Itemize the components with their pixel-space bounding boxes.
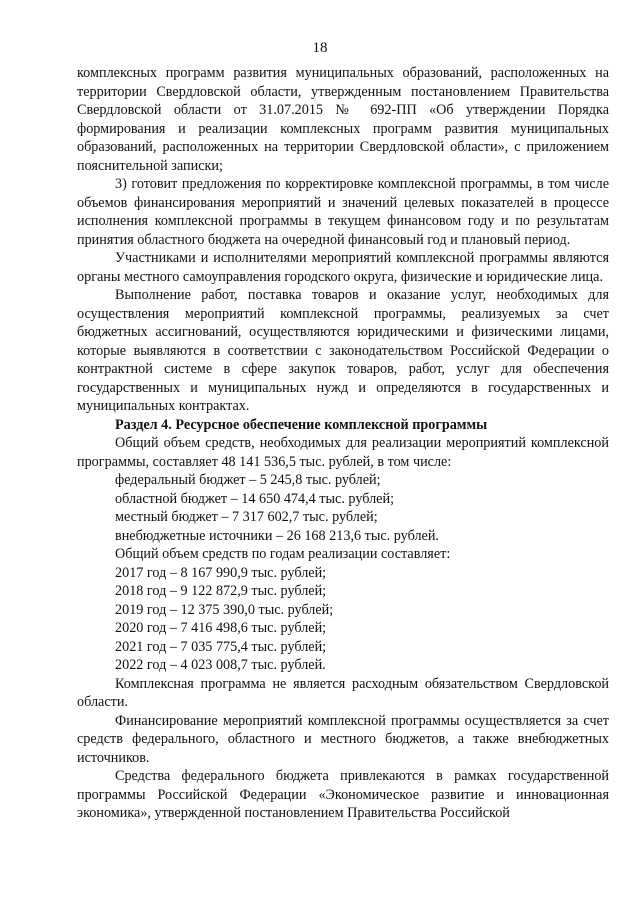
list-item: Общий объем средств по годам реализации составляет: xyxy=(115,546,451,562)
paragraph: Участниками и исполнителями мероприятий комплексной программы являются органы местного самоуправления городского округа, физические и юридические лица. xyxy=(77,250,609,285)
list-item: 2017 год – 8 167 990,9 тыс. рублей; xyxy=(115,564,327,581)
page-number: 18 xyxy=(312,40,328,56)
total-funding-paragraph: Общий объем средств, необходимых для реализации мероприятий комплексной программы, составляет 48 141 536,5 тыс. рублей, в том числе: xyxy=(77,435,609,470)
list-item: внебюджетные источники – 26 168 213,6 тыс. рублей. xyxy=(115,527,439,544)
section-heading: Раздел 4. Ресурсное обеспечение комплексной программы xyxy=(115,416,488,433)
list-item: 2018 год – 9 122 872,9 тыс. рублей; xyxy=(115,583,327,599)
funding-sources-list xyxy=(77,471,609,675)
paragraph: Выполнение работ, поставка товаров и оказание услуг, необходимых для осуществления мероприятий комплексной программы, реализуемых за счет бюджетных ассигнований, осуществляются юридическими и физическими лицами, которые выявляются в соответствии с законодательством Российской Федерации о контрактной системе в сфере закупок товаров, работ, услуг для обеспечения государственных и муниципальных нужд и определяются в государственных и муниципальных контрактах. xyxy=(77,287,609,414)
list-item: областной бюджет – 14 650 474,4 тыс. рублей; xyxy=(115,490,395,507)
paragraph: 3) готовит предложения по корректировке комплексной программы, в том числе объемов финансирования мероприятий и значений целевых показателей в процессе исполнения комплексной программы в текущем финансовом году и по результатам принятия областного бюджета на очередной финансовый год и плановый период. xyxy=(77,176,609,248)
list-item: 2019 год – 12 375 390,0 тыс. рублей; xyxy=(115,601,334,618)
paragraph: Комплексная программа не является расходным обязательством Свердловской области. xyxy=(77,675,609,710)
paragraph: комплексных программ развития муниципальных образований, расположенных на территории Свердловской области, утвержденным постановлением Правительства Свердловской области от 31.07.2015 № 692-ПП «Об утверждении Порядка формирования и реализации комплексных программ развития муниципальных образований, расположенных на территории Свердловской области», с приложением пояснительной записки; xyxy=(77,65,609,174)
paragraph: Средства федерального бюджета привлекаются в рамках государственной программы Российской Федерации «Экономическое развитие и инновационная экономика», утвержденной постановлением Правительства Российской xyxy=(77,768,609,821)
list-item: местный бюджет – 7 317 602,7 тыс. рублей; xyxy=(115,509,378,525)
list-item: федеральный бюджет – 5 245,8 тыс. рублей; xyxy=(115,472,381,488)
list-item: 2021 год – 7 035 775,4 тыс. рублей; xyxy=(115,638,327,655)
list-item: 2022 год – 4 023 008,7 тыс. рублей. xyxy=(115,657,326,673)
paragraph: Финансирование мероприятий комплексной программы осуществляется за счет средств федерального, областного и местного бюджетов, а также внебюджетных источников. xyxy=(77,712,609,766)
list-item: 2020 год – 7 416 498,6 тыс. рублей; xyxy=(115,620,327,636)
document-body xyxy=(77,64,609,823)
